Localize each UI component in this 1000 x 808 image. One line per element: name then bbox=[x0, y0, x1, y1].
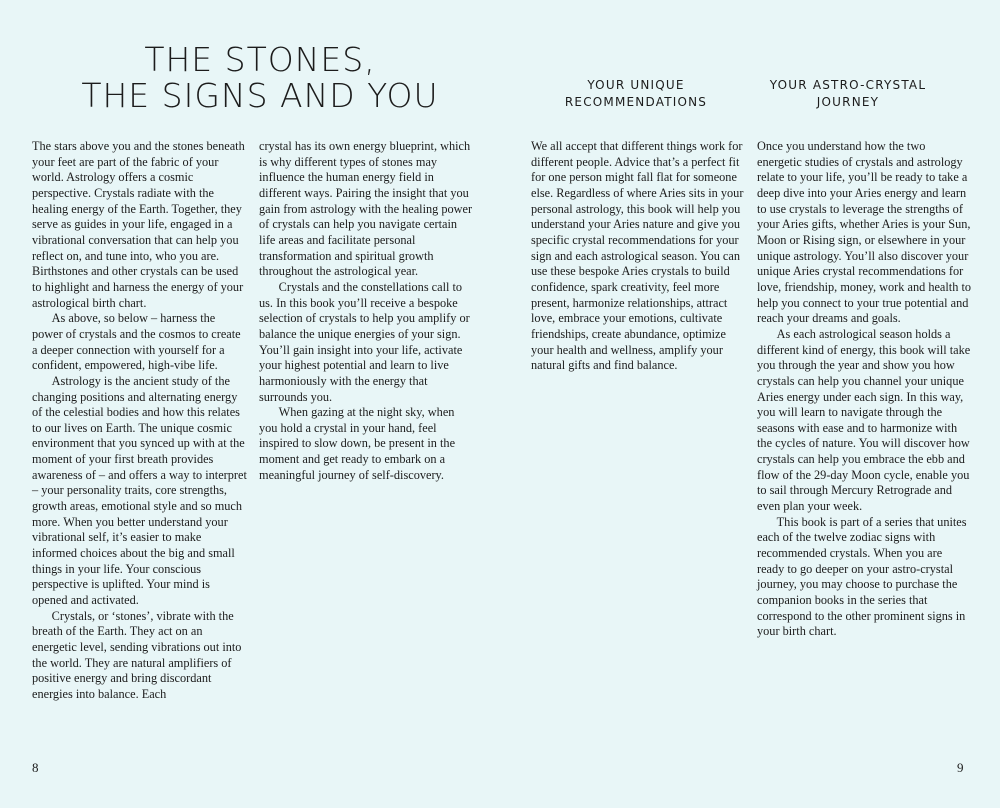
paragraph: This book is part of a series that unites each of the twelve zodiac signs with recommended crystals. When you are ready to go deeper on your astro-crystal journey, you may choose to purchase the companion books in the series that correspond to the other prominent signs in your birth chart. bbox=[757, 514, 967, 639]
paragraph: As above, so below – harness the power of crystals and the cosmos to create a deeper connection with yourself for a confident, empowered, high-vibe life. bbox=[32, 311, 241, 373]
paragraph: crystal has its own energy blueprint, which is why different types of stones may influence the human energy field in different ways. Pairing the insight that you gain from astrology with the healing power of crystals can help you navigate certain life areas and facilitate personal transformation and spiritual growth throughout the astrological year. bbox=[259, 139, 473, 279]
paragraph: Astrology is the ancient study of the changing positions and alternating energy of the celestial bodies and how this relates to our lives on Earth. The unique cosmic environment that you synced up with at the moment of your first breath provides awareness of – and offers a way to interpret – your personality traits, core strengths, growth areas, emotional style and so much more. When you better understand your vibrational self, it’s easier to make informed choices about the big and small things in your life. Your conscious perspective is uplifted. Your mind is opened and activated. bbox=[32, 373, 247, 608]
paragraph: When gazing at the night sky, when you hold a crystal in your hand, feel inspired to slow down, be present in the moment and get ready to embark on a meaningful journey of self-discovery. bbox=[259, 405, 456, 482]
paragraph: We all accept that different things work for different people. Advice that’s a perfect fit for one person might fall flat for someone else. Regardless of where Aries sits in your personal astrology, this book will help you understand your Aries nature and give you specific crystal recommendations for your sign and each astrological season. You can use these bespoke Aries crystals to build confidence, spark creativity, feel more present, harmonize relationships, attract love, embrace your emotions, cultivate friendships, create abundance, optimize your health and wellness, amplify your natural gifts and find balance. bbox=[531, 139, 744, 373]
paragraph: As each astrological season holds a different kind of energy, this book will take you through the year and show you how crystals can help you channel your unique Aries energy under each sign. In this way, you will learn to navigate through the seasons with ease and to harmonize with the cycles of nature. You will discover how crystals can help you embrace the ebb and flow of the 29-day Moon cycle, enable you to sail through Mercury Retrograde and even plan your week. bbox=[757, 326, 971, 514]
column-3 bbox=[531, 139, 746, 374]
column-1 bbox=[32, 139, 247, 703]
paragraph: Crystals, or ‘stones’, vibrate with the breath of the Earth. They act on an energetic level, sending vibrations out into the world. They are natural amplifiers of positive energy and bring discordant energies into balance. Each bbox=[32, 608, 242, 701]
title-line-1: THE STONES, bbox=[144, 40, 376, 79]
page-title bbox=[60, 42, 460, 114]
heading-journey: YOUR ASTRO-CRYSTAL JOURNEY bbox=[769, 78, 927, 109]
page-number-left: 8 bbox=[32, 760, 39, 775]
paragraph: The stars above you and the stones beneath your feet are part of the fabric of your world. Astrology offers a cosmic perspective. Crystals radiate with the healing energy of the Earth. Together, they serve as guides in your life, engaged in a vibrational conversation that can help you reflect on, and tune into, who you are. Birthstones and other crystals can be used to highlight and harness the energy of your astrological birth chart. bbox=[32, 139, 245, 310]
column-4 bbox=[757, 139, 972, 640]
heading-recommendations: YOUR UNIQUE RECOMMENDATIONS bbox=[564, 78, 708, 109]
paragraph: Once you understand how the two energetic studies of crystals and astrology relate to your life, you’ll be ready to take a deep dive into your Aries energy and learn to use crystals to leverage the strengths of your Aries gifts, whether Aries is your Sun, Moon or Rising sign, or elsewhere in your unique astrology. You’ll also discover your unique Aries crystal recommendations for love, friendship, money, work and health to help you connect to your true potential and reach your dreams and goals. bbox=[757, 139, 972, 326]
title-line-2: THE SIGNS AND YOU bbox=[81, 76, 439, 115]
column-2 bbox=[259, 139, 474, 483]
page-number-right: 9 bbox=[957, 760, 964, 775]
paragraph: Crystals and the constellations call to us. In this book you’ll receive a bespoke selection of crystals to help you amplify or balance the unique energies of your sign. You’ll gain insight into your life, activate your highest potential and learn to live harmoniously with the energy that surrounds you. bbox=[259, 279, 470, 404]
